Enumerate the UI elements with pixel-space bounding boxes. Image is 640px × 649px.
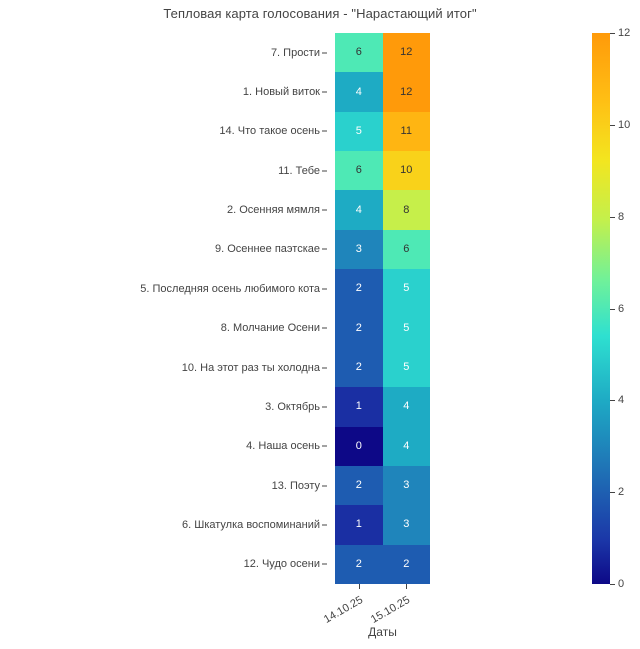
- heatmap-cell: 6: [335, 33, 383, 72]
- y-axis-tick-mark: [322, 52, 327, 53]
- colorbar-tick-label: 10: [618, 118, 631, 131]
- y-axis-tick-mark: [322, 92, 327, 93]
- heatmap-cell: 1: [335, 505, 383, 544]
- y-axis-tick-mark: [322, 131, 327, 132]
- heatmap-cell: 8: [383, 190, 431, 229]
- colorbar: [592, 27, 638, 590]
- y-axis-labels: [0, 33, 330, 584]
- y-axis-tick-mark: [322, 524, 327, 525]
- colorbar-tick-mark: [610, 400, 615, 401]
- y-axis-tick-label: 14. Что такое осень: [219, 125, 320, 138]
- heatmap-cell: 2: [335, 545, 383, 584]
- y-axis-tick-label: 12. Чудо осени: [243, 558, 320, 571]
- heatmap-cell: 4: [335, 72, 383, 111]
- colorbar-tick-label: 4: [618, 394, 625, 407]
- y-axis-tick-label: 1. Новый виток: [242, 86, 320, 99]
- heatmap-cell: 2: [383, 545, 431, 584]
- y-axis-tick-mark: [322, 564, 327, 565]
- y-axis-tick-mark: [322, 170, 327, 171]
- colorbar-tick-mark: [610, 217, 615, 218]
- x-axis-title: Даты: [368, 625, 397, 639]
- y-axis-tick-mark: [322, 367, 327, 368]
- heatmap-cell: 0: [335, 427, 383, 466]
- heatmap-cell: 6: [383, 230, 431, 269]
- x-axis-tick-label: 14.10.25: [321, 594, 365, 626]
- y-axis-tick-label: 10. На этот раз ты холодна: [181, 361, 320, 374]
- y-axis-tick-mark: [322, 485, 327, 486]
- colorbar-tick-mark: [610, 584, 615, 585]
- heatmap-cell: 2: [335, 466, 383, 505]
- y-axis-tick-label: 9. Осеннее паэтскае: [215, 243, 320, 256]
- heatmap-cell: 5: [383, 269, 431, 308]
- plot-area: [335, 33, 430, 584]
- x-axis-tick-label: 15.10.25: [369, 594, 413, 626]
- colorbar-tick-mark: [610, 309, 615, 310]
- y-axis-tick-mark: [322, 249, 327, 250]
- colorbar-tick-label: 8: [618, 210, 625, 223]
- heatmap-cell: 3: [383, 505, 431, 544]
- heatmap-cell: 11: [383, 112, 431, 151]
- heatmap-cell: 5: [335, 112, 383, 151]
- heatmap-cell: 12: [383, 72, 431, 111]
- page-title: Тепловая карта голосования - "Нарастающий итог": [163, 6, 477, 21]
- y-axis-tick-mark: [322, 328, 327, 329]
- y-axis-tick-label: 4. Наша осень: [246, 440, 320, 453]
- y-axis-tick-label: 6. Шкатулка воспоминаний: [182, 518, 320, 531]
- colorbar-tick-mark: [610, 125, 615, 126]
- y-axis-tick-label: 3. Октябрь: [265, 400, 320, 413]
- y-axis-tick-mark: [322, 446, 327, 447]
- colorbar-tick-label: 2: [618, 486, 625, 499]
- y-axis-tick-label: 13. Поэту: [271, 479, 320, 492]
- colorbar-gradient: [592, 33, 610, 584]
- x-axis-tick-mark: [406, 584, 407, 589]
- colorbar-tick-label: 6: [618, 302, 625, 315]
- heatmap-cell: 2: [335, 348, 383, 387]
- y-axis-tick-label: 2. Осенняя мямля: [227, 204, 320, 217]
- colorbar-tick-label: 12: [618, 27, 631, 39]
- heatmap-cell: 10: [383, 151, 431, 190]
- colorbar-tick-mark: [610, 33, 615, 34]
- heatmap-cell: 3: [335, 230, 383, 269]
- y-axis-tick-label: 11. Тебе: [278, 164, 320, 177]
- heatmap-cell: 5: [383, 308, 431, 347]
- heatmap-cell: 4: [335, 190, 383, 229]
- y-axis-tick-label: 8. Молчание Осени: [220, 322, 320, 335]
- heatmap-cell: 1: [335, 387, 383, 426]
- heatmap-cell: 4: [383, 427, 431, 466]
- y-axis-tick-mark: [322, 210, 327, 211]
- x-axis-labels: [321, 584, 430, 626]
- x-axis-tick-mark: [359, 584, 360, 589]
- heatmap-cell: 2: [335, 269, 383, 308]
- heatmap-cell: 12: [383, 33, 431, 72]
- heatmap-cell: 5: [383, 348, 431, 387]
- y-axis-tick-label: 7. Прости: [270, 46, 320, 59]
- colorbar-tick-mark: [610, 492, 615, 493]
- heatmap-cell: 3: [383, 466, 431, 505]
- heatmap-cell: 6: [335, 151, 383, 190]
- heatmap-cell: 2: [335, 308, 383, 347]
- y-axis-tick-label: 5. Последняя осень любимого кота: [140, 282, 320, 295]
- colorbar-tick-label: 0: [618, 578, 625, 590]
- y-axis-tick-mark: [322, 288, 327, 289]
- y-axis-tick-mark: [322, 406, 327, 407]
- heatmap-grid: [335, 33, 430, 584]
- heatmap-cell: 4: [383, 387, 431, 426]
